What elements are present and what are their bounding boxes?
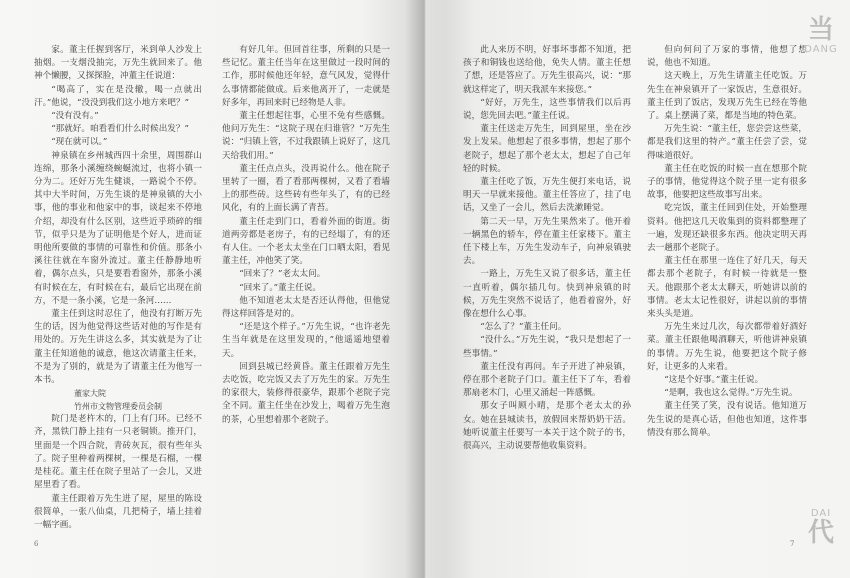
left-page-column-2 — [222, 44, 390, 427]
paragraph: “这是个好事。”董主任说。 — [664, 375, 764, 386]
paragraph: 但向何问了万家的事情，他想了想说，他也不知道。 — [647, 45, 807, 69]
paragraph: 回到县城已经黄昏。董主任跟着万先生去吃饭，吃完饭又去了万先生的家。万先生的家很大，装修得很豪华，跟那个老院子完全不同。董主任坐在沙发上，喝着万先生泡的茶，心里想着那个老院子。 — [222, 361, 390, 425]
paragraph: 董主任走到门口，看着外面的街道。街道两旁都是老房子，有的已经塌了，有的还有人住。一个老太太坐在门口晒太阳，看见董主任，冲他笑了笑。 — [222, 216, 390, 267]
paragraph: 第二天一早，万先生果然来了。他开着一辆黑色的轿车，停在董主任家楼下。董主任下楼上车，万先生发动车子，向神泉镇驶去。 — [463, 216, 631, 267]
paragraph: “那就好。咱看看们什么时候出发？” — [51, 124, 189, 135]
right-page — [425, 0, 850, 578]
paragraph: 一路上，万先生又说了很多话，董主任一直听着，偶尔插几句。快到神泉镇的时候，万先生突然不说话了，他看着窗外，好像在想什么心事。 — [463, 269, 631, 320]
masthead-pinyin-dang: DANG — [804, 44, 838, 55]
paragraph: 此人来历不明，好事坏事都不知道，把孩子和铜钱也送给他，免失人情。董主任想了想，还是答应了。万先生很高兴，说：“那就这样定了，明天我派车来接您。” — [463, 45, 631, 95]
masthead-char-dai: 代 — [807, 518, 834, 548]
paragraph: 他不知道老太太是否还认得他，但他觉得这样回答是对的。 — [222, 295, 390, 320]
left-page-column-1 — [34, 44, 202, 532]
paragraph: 董主任想起往事，心里不免有些感慨。他问万先生：“这院子现在归谁管？”万先生说：“归镇上管，不过我跟镇上说好了，这几天给我们用。” — [222, 111, 390, 161]
masthead-pinyin-dai: DAI — [810, 508, 832, 519]
paragraph: “怎么了？”董主任问。 — [480, 322, 567, 333]
right-page-column-1 — [463, 44, 631, 453]
paragraph: 有好几年。但回首往事，所剩的只是一些记忆。董主任当年在这里做过一段时间的工作，那时候他还年轻，意气风发，觉得什么事情都能做成。后来他离开了，一走就是好多年，再回来时已经物是人非。 — [222, 45, 390, 108]
paragraph: 神泉镇在乡州城西四十余里，周围群山连绵，那条小溪缠绕蜿蜒流过，也将小镇一分为二。还好万先生健谈，一路说个不停。其中大半时间，万先生谈的是神泉镇的大小事，他的事业和他家中的事，谈起来不停地介绍，却没有什么区别，这些近乎琐碎的细节，似乎只是为了证明他是个好人，进而证明他所要做的事情的可靠性和价值。那条小溪往往就在车窗外流过。董主任静静地听着，偶尔点头，只是要看看窗外，那条小溪有时候在左，有时候在右，最后它出现在前方，不是一条小溪，它是一条河…… — [34, 150, 202, 306]
plaque-issuer: 竹州市文物管理委员会制 — [74, 402, 162, 412]
paragraph: 董主任在那里一连住了好几天，每天都去那个老院子，有时候一待就是一整天。他跟那个老太太聊天，听她讲以前的事情。老太太记性很好，讲起以前的事情来头头是道。 — [647, 256, 807, 320]
masthead-char-dang: 当 — [807, 15, 834, 45]
paragraph: 董主任跟着万先生进了屋，屋里的陈设很简单，一张八仙桌，几把椅子，墙上挂着一幅字画。 — [34, 493, 202, 530]
paragraph: “现在就可以。” — [51, 137, 108, 148]
paragraph: “喝高了，实在是没辙，喝一点就出汗。”他说，“没没到我们这小地方来吧？” — [34, 84, 202, 108]
paragraph: 家。董主任握到客厅，米到单人沙发上抽烟。一支烟没抽完，万先生就回来了。他神个懒腰，又探探脸，冲董主任说道： — [34, 45, 202, 82]
paragraph: “回来了。”董主任说。 — [239, 282, 322, 293]
plaque-inscription — [34, 387, 202, 413]
masthead-dai — [800, 508, 842, 547]
paragraph: “是啊，我也这么觉得。”万先生说。 — [664, 388, 798, 399]
paragraph: 万先生说：“董主任，您尝尝这些菜，都是我们这里的特产。”董主任尝了尝，觉得味道很好。 — [647, 124, 807, 161]
page-number-right: 7 — [790, 540, 795, 548]
paragraph: “好好，万先生，这些事情我们以后再说，您先回去吧。”董主任说。 — [463, 97, 631, 122]
paragraph: 董主任吃了饭，万先生便打来电话，说明天一早就来接他。董主任答应了，挂了电话，又坐了一会儿，然后去洗漱睡觉。 — [463, 177, 631, 214]
paragraph: 吃完饭，董主任回到住处，开始整理资料。他把这几天收集到的资料都整理了一遍，发现还缺很多东西。他决定明天再去一趟那个老院子。 — [647, 203, 807, 254]
page-number-left: 6 — [34, 540, 39, 548]
paragraph: 董主任在吃饭的时候一直在想那个院子的事情，他觉得这个院子里一定有很多故事，他要把这些故事写出来。 — [647, 163, 807, 201]
masthead-dang — [800, 16, 842, 55]
paragraph: “还是这个样子。”万先生说，“也许老先生当年就是在这里发现的，”他遥遥地望着天。 — [222, 322, 390, 359]
paragraph: 那女子叫顾小晴，是那个老太太的孙女。她在县城读书，放假回来帮奶奶干活。她听说董主任要写一本关于这个院子的书，很高兴，主动说要帮他收集资料。 — [463, 401, 631, 452]
paragraph: “没什么。”万先生说，“我只是想起了一些事情。” — [463, 335, 631, 359]
paragraph: 院门是老杵木的，门上有门环。已经不齐，黑铁门静上挂有一只老铜锁。推开门，里面是一个四合院，青砖灰瓦，很有些年头了。院子里种着两棵树，一棵是石榴，一棵是桂花。董主任在院子里站了一会儿，又进屋里看了看。 — [34, 414, 202, 491]
paragraph: 万先生来过几次，每次都带着好酒好菜。董主任跟他喝酒聊天，听他讲神泉镇的事情。万先生说，他要把这个院子修好，让更多的人来看。 — [647, 322, 807, 372]
paragraph: 董主任送走万先生，回到屋里，坐在沙发上发呆。他想起了很多事情，想起了那个老院子，想起了那个老太太，想起了自己年轻的时候。 — [463, 124, 631, 174]
right-page-column-2 — [647, 44, 807, 440]
paragraph: 董主任笑了笑，没有说话。他知道万先生说的是真心话，但他也知道，这件事情没有那么简单。 — [647, 401, 807, 438]
paragraph: “没有没有。” — [51, 111, 99, 122]
plaque-title: 董家大院 — [74, 389, 106, 399]
paragraph: 这天晚上，万先生请董主任吃饭。万先生在神泉镇开了一家饭店，生意很好。董主任到了饭店，发现万先生已经在等他了。桌上摆满了菜，都是当地的特色菜。 — [647, 71, 807, 122]
paragraph: 董主任点点头，没再说什么。他在院子里转了一圈，看了看那两棵树，又看了看墙上的那些砖。这些砖有些年头了，有的已经风化，有的上面长满了青苔。 — [222, 163, 390, 214]
paragraph: 董主任到这时忍住了，他没有打断万先生的话，因为他觉得这些话对他的写作是有用处的。万先生讲这么多，其实就是为了让董主任知道他的诚意，他这次请董主任来，不是为了别的，就是为了请董主任为他写一本书。 — [34, 309, 202, 386]
paragraph: “回来了？”老太太问。 — [239, 269, 326, 280]
paragraph: 董主任没有再问。车子开进了神泉镇，停在那个老院子门口。董主任下了车，看着那扇老木门，心里又涌起一阵感慨。 — [463, 361, 631, 399]
